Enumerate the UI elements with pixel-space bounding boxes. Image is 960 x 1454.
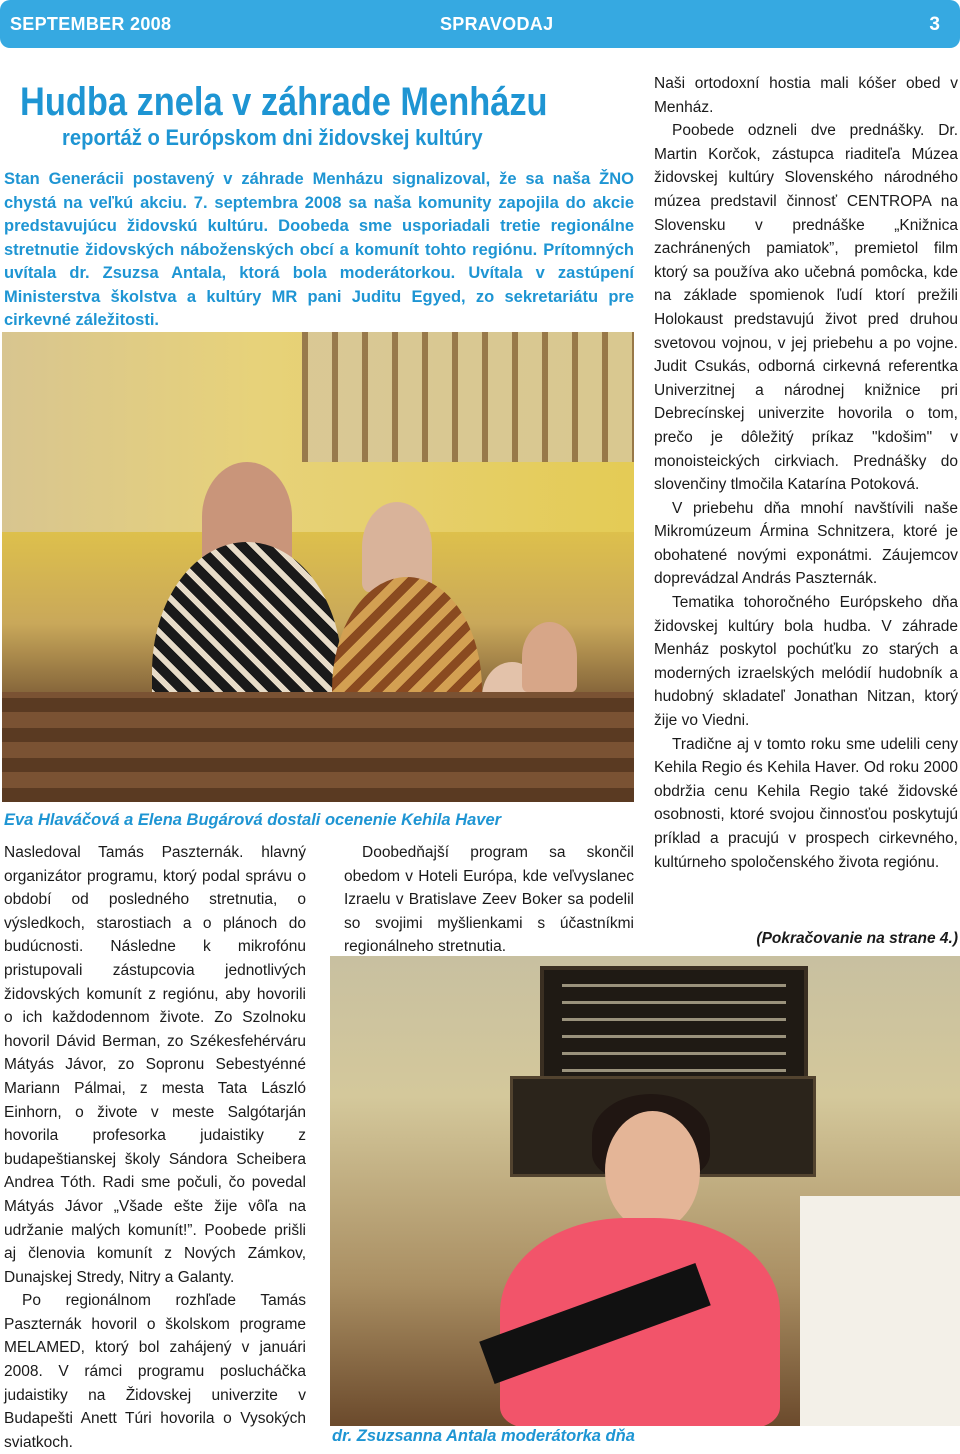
paragraph: Naši ortodoxní hostia mali kóšer obed v Menház. <box>654 75 958 116</box>
paragraph: Nasledoval Tamás Paszternák. hlavný organizátor programu, ktorý podal správu o období od posledného stretnutia, o výsledkoch, starostiach a o plánoch do budúcnosti. Následne k mikrofónu pristupovali zástupcovia jednotlivých židovských komunít z regiónu, aby hovorili o ich každodennom živote. Zo Szolnoku hovoril Dávid Berman, zo Székesfehérváru Mátyás Jávor, zo Sopronu Sebestyénné Mariann Pálmai, z mesta Tata László Einhorn, o živote v meste Salgótarján hovorila profesorka judaistiky z budapeštianskej školy Sándora Scheibera Andrea Tóth. Radi sme počuli, čo povedal Mátyás Jávor „Všade ešte žije vôľa na udržanie malých komunít!”. Poobede prišli aj členovia komunít z Nových Zámkov, Dunajskej Stredy, Nitry a Galanty. <box>4 844 306 1286</box>
paragraph: Tematika tohoročného Európskeho dňa židovskej kultúry bola hudba. V záhrade Menház poskytol pochúťku zo starých a moderných izraelských melódií hudobník a hudobný skladateľ Jonathan Nitzan, ktorý žije vo Viedni. <box>654 594 958 730</box>
photo-moderator <box>330 956 960 1426</box>
paragraph: Doobedňajší program sa skončil obedom v Hoteli Európa, kde veľvyslanec Izraelu v Bratislave Zeev Boker sa podelil so svojimi myšlienkami s účastníkmi regionálneho stretnutia. <box>344 844 634 956</box>
article-lead: Stan Generácii postavený v záhrade Menházu signalizoval, že sa naša ŽNO chystá na veľkú akciu. 7. septembra 2008 sa naša komunity zapojila do akcie predstavujúcu židovskú kultúru. Doobeda sme usporiadali tretie regionálne stretnutie židovských náboženských obcí a komunít tohto regiónu. Prítomných uvítala dr. Zsuzsa Antala, ktorá bola moderátorkou. Uvítala v zastúpení Ministerstva školstva a kultúry MR pani Juditu Egyed, zo sekretariátu pre cirkevné záležitosti. <box>4 170 634 329</box>
photo-caption-top: Eva Hlaváčová a Elena Bugárová dostali ocenenie Kehila Haver <box>4 811 502 829</box>
paragraph: V priebehu dňa mnohí navštívili naše Mikromúzeum Ármina Schnitzera, ktoré je obohatené novými exponátmi. Záujemcov doprevádzal András Paszternák. <box>654 499 958 588</box>
text-column-left <box>4 841 306 1454</box>
paragraph: Tradične aj v tomto roku sme udelili ceny Kehila Regio és Kehila Haver. Od roku 2000 obdržia cenu Kehila Regio také židovské osobnosti, ktoré svojou činnosťou poskytujú príklad a pracujú v prospech cirkevného, kultúrneho spoločenského života regiónu. <box>654 735 958 871</box>
page-header <box>0 0 960 48</box>
photo-award-ceremony <box>2 332 634 802</box>
text-column-right <box>654 72 958 874</box>
page-number: 3 <box>929 14 940 35</box>
continuation-note: (Pokračovanie na strane 4.) <box>756 930 958 947</box>
paragraph: Po regionálnom rozhľade Tamás Paszternák hovoril o školskom programe MELAMED, ktorý bol zahájený v januári 2008. V rámci programu poslucháčka judaistiky na Židovskej univerzite v Budapešti Anett Túri hovorila o Vysokých sviatkoch. <box>4 1292 306 1451</box>
paragraph: Poobede odzneli dve prednášky. Dr. Martin Korčok, zástupca riaditeľa Múzea židovskej kultúry Slovenského národného múzea predstavil činnosť CENTROPA na Slovensku v prednáške „Knižnica zachránených pamiatok”, premietol film ktorý sa používa ako učebná pomôcka, kde na základe spomienok ľudí ktorí prežili Holokaust predstavujú život pred druhou svetovou vojnou, v jej priebehu a po vojne. Judit Csukás, odborná cirkevná referentka Univerzitnej a národnej knižnice pri Debrecínskej univerzite hovorila o tom, prečo je dôležitý príkaz "kdošim" v monoisteických cirkviach. Prednášky do slovenčiny tlmočila Katarína Potoková. <box>654 122 958 494</box>
text-column-middle <box>344 841 634 959</box>
article-headline: Hudba znela v záhrade Menházu <box>20 80 548 124</box>
newsletter-title: SPRAVODAJ <box>440 14 554 34</box>
article-subhead: reportáž o Európskom dni židovskej kultúry <box>62 125 483 150</box>
photo-caption-bottom: dr. Zsuzsanna Antala moderátorka dňa <box>332 1427 635 1445</box>
issue-date: SEPTEMBER 2008 <box>10 14 172 34</box>
